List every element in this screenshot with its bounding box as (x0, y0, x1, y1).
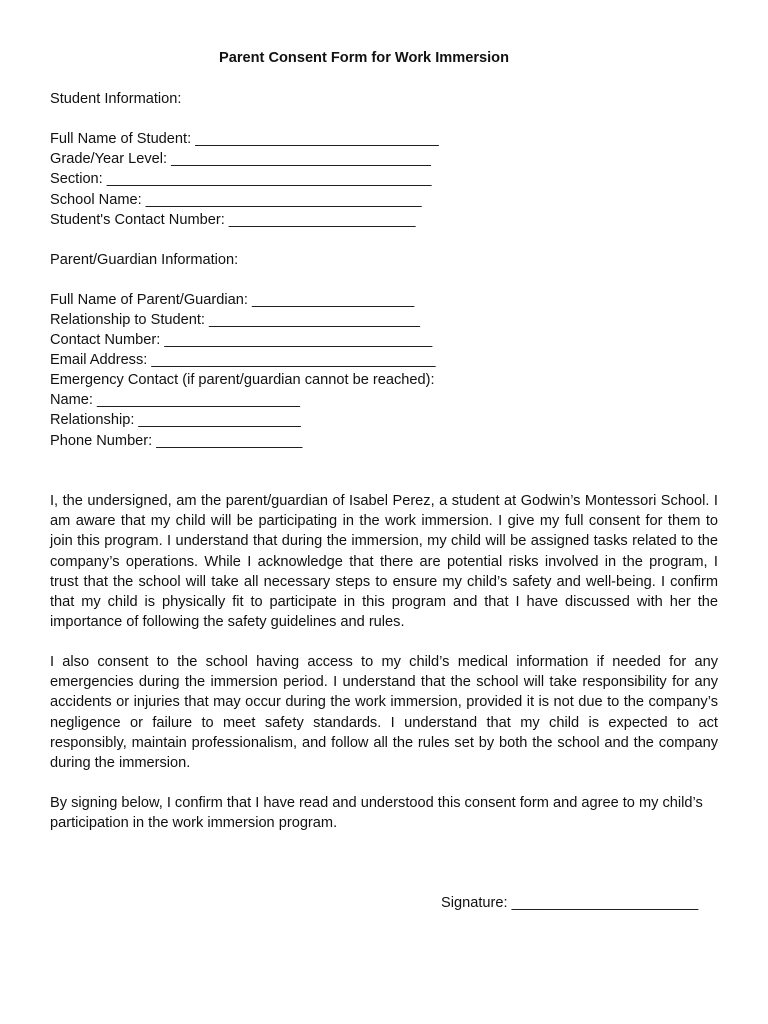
page-title: Parent Consent Form for Work Immersion (218, 50, 510, 66)
consent-paragraph-1: I, the undersigned, am the parent/guardian of Isabel Perez, a student at Godwin’s Montessori School. I am aware that my child will be participating in the work immersion. I give my full consent for them to join this program. I understand that during the immersion, my child will be assigned tasks related to the company’s operations. While I acknowledge that there are potential risks involved in the program, I trust that the school will take all necessary steps to ensure my child’s safety and well-being. I confirm that my child is physically fit to participate in this program and that I have discussed with her the importance of following the safety guidelines and rules. (50, 493, 718, 631)
grade-year-level-field: Grade/Year Level: ________________________________ (50, 151, 431, 167)
emergency-relationship-field: Relationship: ____________________ (50, 412, 301, 428)
student-full-name-field: Full Name of Student: ______________________________ (50, 131, 439, 147)
contact-number-field: Contact Number: _________________________________ (50, 332, 433, 348)
relationship-to-student-field: Relationship to Student: __________________________ (50, 312, 421, 328)
emergency-phone-number-field: Phone Number: __________________ (50, 433, 303, 449)
signature-field: Signature: _______________________ (441, 895, 699, 911)
emergency-contact-heading: Emergency Contact (if parent/guardian cannot be reached): (50, 372, 435, 388)
student-contact-number-field: Student's Contact Number: _______________________ (50, 212, 416, 228)
email-address-field: Email Address: ___________________________________ (50, 352, 436, 368)
student-info-heading: Student Information: (50, 91, 182, 107)
emergency-name-field: Name: _________________________ (50, 392, 300, 408)
consent-paragraph-2: I also consent to the school having access to my child’s medical information if needed for any emergencies during the immersion period. I understand that the school will take responsibility for any accidents or injuries that may occur during the work immersion, provided it is not due to the company’s negligence or failure to meet safety standards. I understand that my child is expected to act responsibly, maintain professionalism, and follow all the rules set by both the school and the company during the immersion. (50, 654, 718, 772)
school-name-field: School Name: __________________________________ (50, 192, 422, 208)
parent-full-name-field: Full Name of Parent/Guardian: ____________________ (50, 292, 415, 308)
consent-paragraph-3: By signing below, I confirm that I have read and understood this consent form and agree to my child’s participation in the work immersion program. (50, 795, 703, 832)
section-field: Section: ________________________________________ (50, 171, 432, 187)
parent-info-heading: Parent/Guardian Information: (50, 252, 239, 268)
